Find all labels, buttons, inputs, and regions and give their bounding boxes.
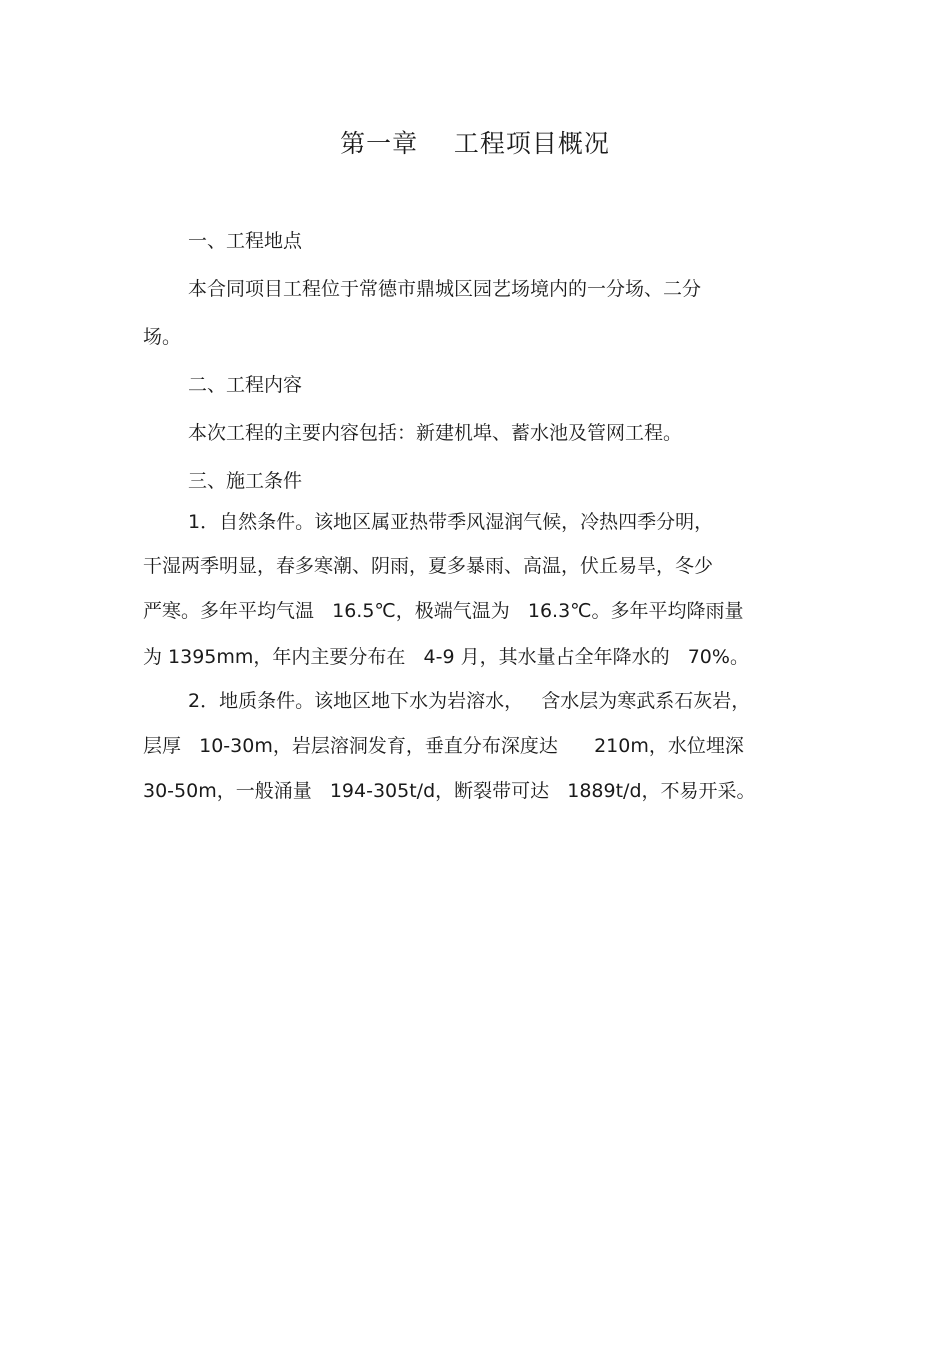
- section-heading-conditions: 三、施工条件: [188, 470, 303, 492]
- paragraph-line: 场。: [143, 326, 182, 348]
- section-heading-location: 一、工程地点: [188, 230, 303, 252]
- natural-conditions-line: 为 1395mm，年内主要分布在 4-9 月，其水量占全年降水的 70%。: [143, 646, 749, 668]
- natural-conditions-line: 干湿两季明显，春多寒潮、阴雨，夏多暴雨、高温，伏丘易旱，冬少: [143, 555, 714, 577]
- section-heading-content: 二、工程内容: [188, 374, 303, 396]
- chapter-title: 第一章 工程项目概况: [340, 129, 610, 158]
- paragraph-line: 本次工程的主要内容包括：新建机埠、蓄水池及管网工程。: [188, 422, 683, 444]
- geological-conditions-line: 层厚 10-30m，岩层溶洞发育，垂直分布深度达 210m，水位埋深: [143, 735, 744, 757]
- natural-conditions-line: 1．自然条件。该地区属亚热带季风湿润气候，冷热四季分明，: [188, 511, 714, 533]
- geological-conditions-line: 30-50m，一般涌量 194-305t/d，断裂带可达 1889t/d，不易开采。: [143, 780, 756, 802]
- natural-conditions-line: 严寒。多年平均气温 16.5℃，极端气温为 16.3℃。多年平均降雨量: [143, 600, 744, 622]
- geological-conditions-line: 2．地质条件。该地区地下水为岩溶水， 含水层为寒武系石灰岩，: [188, 690, 751, 712]
- paragraph-line: 本合同项目工程位于常德市鼎城区园艺场境内的一分场、二分: [188, 278, 702, 300]
